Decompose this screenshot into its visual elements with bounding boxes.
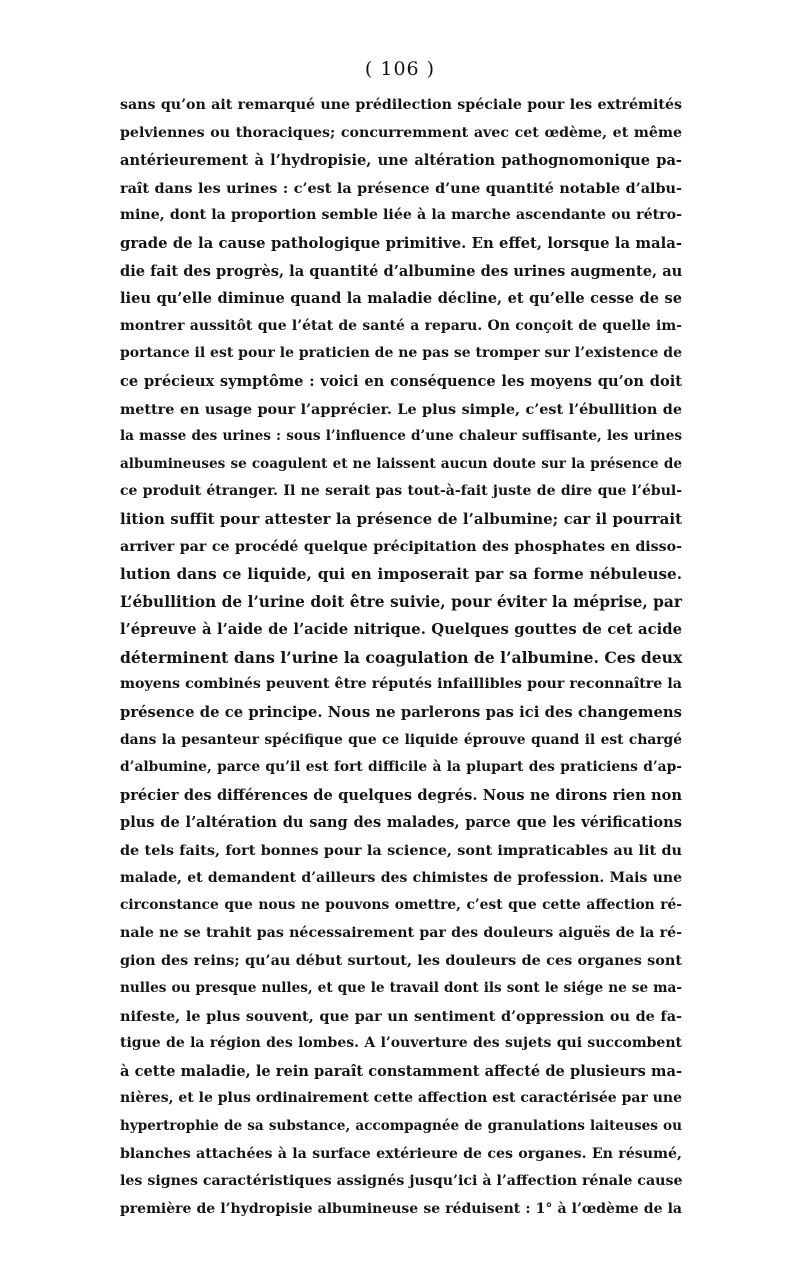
text-line: nières, et le plus ordinairement cette affection est caractérisée par une bbox=[120, 1090, 682, 1107]
text-line: portance il est pour le praticien de ne pas se tromper sur l’existence de bbox=[120, 345, 682, 362]
text-line: L’ébullition de l’urine doit être suivie, pour éviter la méprise, par bbox=[120, 592, 682, 611]
text-line: malade, et demandent d’ailleurs des chimistes de profession. Mais une bbox=[120, 869, 682, 886]
text-line: die fait des progrès, la quantité d’albumine des urines augmente, au bbox=[120, 262, 683, 280]
text-line: antérieurement à l’hydropisie, une altération pathognomonique pa- bbox=[120, 152, 682, 170]
text-line: montrer aussitôt que l’état de santé a reparu. On conçoit de quelle im- bbox=[120, 317, 682, 334]
text-line: blanches attachées à la surface extérieure de ces organes. En résumé, bbox=[120, 1145, 682, 1162]
text-line: tigue de la région des lombes. A l’ouverture des sujets qui succombent bbox=[120, 1035, 682, 1052]
text-line: à cette maladie, le rein paraît constamment affecté de plusieurs ma- bbox=[120, 1062, 682, 1080]
text-line: présence de ce principe. Nous ne parlerons pas ici des changemens bbox=[120, 704, 682, 722]
text-line: ce produit étranger. Il ne serait pas tout-à-fait juste de dire que l’ébul- bbox=[120, 483, 682, 500]
text-line: précier des différences de quelques degrés. Nous ne dirons rien non bbox=[120, 786, 682, 804]
text-line: raît dans les urines : c’est la présence d’une quantité notable d’albu- bbox=[120, 179, 682, 197]
text-line: sans qu’on ait remarqué une prédilection spéciale pour les extrémités bbox=[120, 97, 682, 113]
text-line: lition suffit pour attester la présence de l’albumine; car il pourrait bbox=[120, 509, 682, 528]
text-line: grade de la cause pathologique primitive. En effet, lorsque la mala- bbox=[120, 234, 682, 252]
text-line: mettre en usage pour l’apprécier. Le plus simple, c’est l’ébullition de bbox=[120, 400, 682, 418]
text-line: nulles ou presque nulles, et que le travail dont ils sont le siége ne se ma- bbox=[120, 980, 682, 996]
text-line: circonstance que nous ne pouvons omettre, c’est que cette affection ré- bbox=[120, 897, 682, 914]
text-line: albumineuses se coagulent et ne laissent aucun doute sur la présence de bbox=[120, 455, 682, 472]
text-line: ce précieux symptôme : voici en conséquence les moyens qu’on doit bbox=[120, 372, 682, 390]
text-line: arriver par ce procédé quelque précipitation des phosphates en disso- bbox=[120, 538, 682, 555]
text-line: lieu qu’elle diminue quand la maladie décline, et qu’elle cesse de se bbox=[120, 290, 682, 308]
text-line: pelviennes ou thoraciques; concurremment avec cet œdème, et même bbox=[120, 124, 682, 141]
text-line: la masse des urines : sous l’influence d’une chaleur suffisante, les urines bbox=[120, 428, 682, 445]
text-line: première de l’hydropisie albumineuse se réduisent : 1° à l’œdème de la bbox=[120, 1200, 682, 1217]
page-number: ( 106 ) bbox=[364, 58, 436, 80]
text-line: mine, dont la proportion semble liée à la marche ascendante ou rétro- bbox=[120, 207, 682, 224]
body-text bbox=[120, 92, 682, 1223]
text-line: les signes caractéristiques assignés jusqu’ici à l’affection rénale cause bbox=[120, 1173, 683, 1190]
text-line: nale ne se trahit pas nécessairement par des douleurs aiguës de la ré- bbox=[120, 924, 682, 941]
text-line: de tels faits, fort bonnes pour la science, sont impraticables au lit du bbox=[120, 842, 682, 860]
text-line: déterminent dans l’urine la coagulation de l’albumine. Ces deux bbox=[120, 647, 683, 667]
text-line: moyens combinés peuvent être réputés infaillibles pour reconnaître la bbox=[120, 676, 682, 693]
text-line: gion des reins; qu’au début surtout, les douleurs de ces organes sont bbox=[120, 952, 682, 970]
text-line: dans la pesanteur spécifique que ce liquide éprouve quand il est chargé bbox=[120, 731, 682, 748]
text-line: nifeste, le plus souvent, que par un sentiment d’oppression ou de fa- bbox=[120, 1007, 682, 1025]
text-line: l’épreuve à l’aide de l’acide nitrique. Quelques gouttes de cet acide bbox=[120, 621, 682, 639]
text-line: d’albumine, parce qu’il est fort difficile à la plupart des praticiens d’ap- bbox=[120, 759, 682, 776]
text-line: lution dans ce liquide, qui en imposerait par sa forme nébuleuse. bbox=[120, 565, 682, 584]
text-line: hypertrophie de sa substance, accompagnée de granulations laiteuses ou bbox=[120, 1117, 682, 1134]
text-line: plus de l’altération du sang des malades, parce que les vérifications bbox=[120, 814, 682, 832]
